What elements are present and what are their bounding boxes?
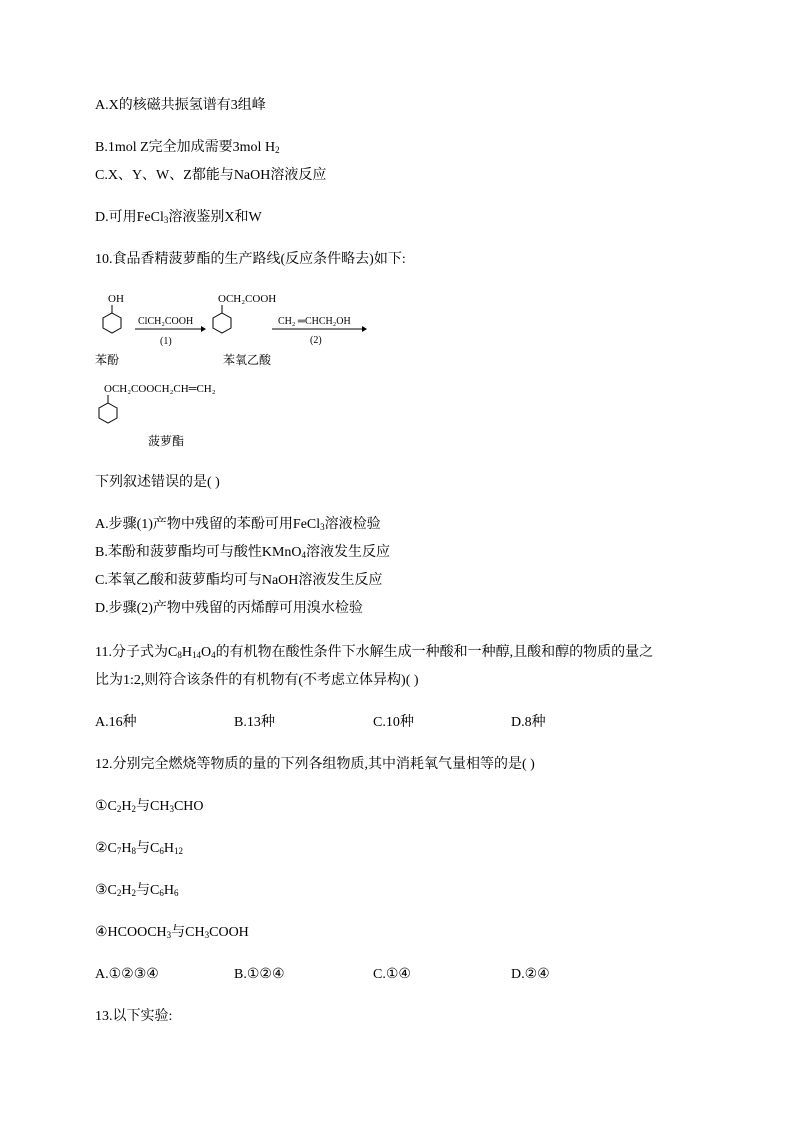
q12-item-3 [95, 882, 178, 900]
q12-item-1 [95, 798, 204, 816]
q11-stem-line-1 [95, 644, 653, 662]
acid-substituent-label: OCH₂COOH [218, 293, 277, 305]
reagent-2-label: CH₂ ═CHCH₂OH [278, 316, 351, 327]
q10-b-text: B.苯酚和菠萝酯均可与酸性KMnO [95, 545, 302, 560]
q12-i2-t2: H [121, 841, 132, 856]
q12-i2-t4: 与C [136, 841, 160, 856]
q12-i2-s1: 7 [116, 846, 122, 856]
q11-option-a: A.16种 [95, 715, 137, 730]
q12-option-b: B.①②④ [234, 967, 285, 982]
q10-option-a [95, 516, 381, 534]
q12-i1-s1: 2 [116, 804, 122, 814]
q12-i3-t0: ③C [95, 883, 117, 898]
q9-d-sub: 3 [163, 215, 169, 225]
q12-i3-s7: 6 [173, 888, 179, 898]
q9-option-b [95, 139, 280, 157]
q12-i4-t2: 与CH [171, 925, 205, 940]
q12-i1-t0: ①C [95, 799, 117, 814]
q12-i3-s5: 6 [159, 888, 164, 898]
q11-option-b: B.13种 [234, 715, 275, 730]
q10-stem: 10.食品香精菠萝酯的生产路线(反应条件略去)如下: [95, 252, 406, 267]
q12-i1-s5: 3 [169, 804, 174, 814]
q12-i3-s1: 2 [116, 888, 122, 898]
q12-i2-s7: 12 [173, 846, 183, 856]
q12-i3-t6: H [163, 883, 174, 898]
q9-d-post: 溶液鉴别X和W [168, 210, 262, 225]
q12-i2-s5: 6 [159, 846, 164, 856]
q12-stem: 12.分别完全燃烧等物质的量的下列各组物质,其中消耗氧气量相等的是( ) [95, 757, 535, 772]
q9-b-text: B.1mol Z完全加成需要3mol H [95, 140, 276, 155]
step-2-label: (2) [310, 335, 322, 346]
q10-a-text: A.步骤(1)产物中残留的苯酚可用FeCl [95, 517, 321, 532]
q11-text-h: H [181, 645, 192, 660]
q12-option-d: D.②④ [511, 967, 550, 982]
q12-item-2 [95, 840, 183, 858]
q12-i1-t6: CHO [173, 799, 204, 814]
step-1-label: (1) [160, 336, 172, 347]
q9-option-a: A.X的核磁共振氢谱有3组峰 [95, 98, 266, 113]
q11-stem-line-2: 比为1:2,则符合该条件的有机物有(不考虑立体异构)( ) [95, 673, 419, 688]
q10-reaction-scheme [90, 282, 390, 457]
q12-i4-s1: 3 [166, 930, 172, 940]
q11-sub-3: 4 [211, 650, 216, 660]
q11-text-post: 的有机物在酸性条件下水解生成一种酸和一种醇,且酸和醇的物质的量之 [215, 645, 654, 660]
q9-d-text: D.可用FeCl [95, 210, 164, 225]
ester-benzene-ring [99, 403, 117, 423]
phenol-benzene-ring [103, 313, 121, 333]
q10-option-b [95, 544, 390, 562]
q11-option-c: C.10种 [373, 715, 414, 730]
q12-i4-t0: ④HCOOCH [95, 925, 167, 940]
ester-substituent-label: OCH₂COOCH₂CH═CH₂ [104, 383, 216, 395]
phenol-name: 苯酚 [95, 353, 120, 367]
q11-option-d: D.8种 [511, 715, 546, 730]
ester-name: 菠萝酯 [148, 434, 185, 448]
q12-i2-s3: 8 [131, 846, 137, 856]
q10-a-post: 溶液检验 [324, 517, 381, 532]
q9-option-d [95, 209, 262, 227]
q12-i3-s3: 2 [131, 888, 137, 898]
q12-i3-t2: H [121, 883, 132, 898]
q12-i4-t4: COOH [209, 925, 249, 940]
acid-name: 苯氧乙酸 [223, 353, 272, 367]
q10-option-c: C.苯氧乙酸和菠萝酯均可与NaOH溶液发生反应 [95, 573, 383, 588]
q11-text-o: O [200, 645, 212, 660]
q12-i1-t4: 与CH [136, 799, 170, 814]
q10-b-post: 溶液发生反应 [306, 545, 391, 560]
reagent-1-label: ClCH₂COOH [138, 316, 194, 327]
q12-i1-s3: 2 [131, 804, 137, 814]
q10-a-sub: 3 [320, 522, 325, 532]
q10-b-sub: 4 [301, 550, 307, 560]
q12-i2-t6: H [163, 841, 174, 856]
q12-i4-s3: 3 [204, 930, 210, 940]
q11-sub-1: 8 [177, 650, 182, 660]
q12-option-a: A.①②③④ [95, 967, 159, 982]
q10-option-d: D.步骤(2)产物中残留的丙烯醇可用溴水检验 [95, 601, 363, 616]
q11-text-1: 11.分子式为C [95, 645, 178, 660]
q12-item-4 [95, 924, 249, 942]
q13-stem: 13.以下实验: [95, 1009, 173, 1024]
phenol-oh-label: OH [108, 293, 124, 305]
q12-i3-t4: 与C [136, 883, 160, 898]
acid-benzene-ring [213, 313, 231, 333]
q11-sub-2: 14 [191, 650, 201, 660]
q10-question: 下列叙述错误的是( ) [95, 475, 220, 490]
q12-i1-t2: H [121, 799, 132, 814]
q9-option-c: C.X、Y、W、Z都能与NaOH溶液反应 [95, 168, 327, 183]
q12-i2-t0: ②C [95, 841, 117, 856]
q9-b-sub: 2 [275, 145, 280, 155]
q12-option-c: C.①④ [373, 967, 411, 982]
